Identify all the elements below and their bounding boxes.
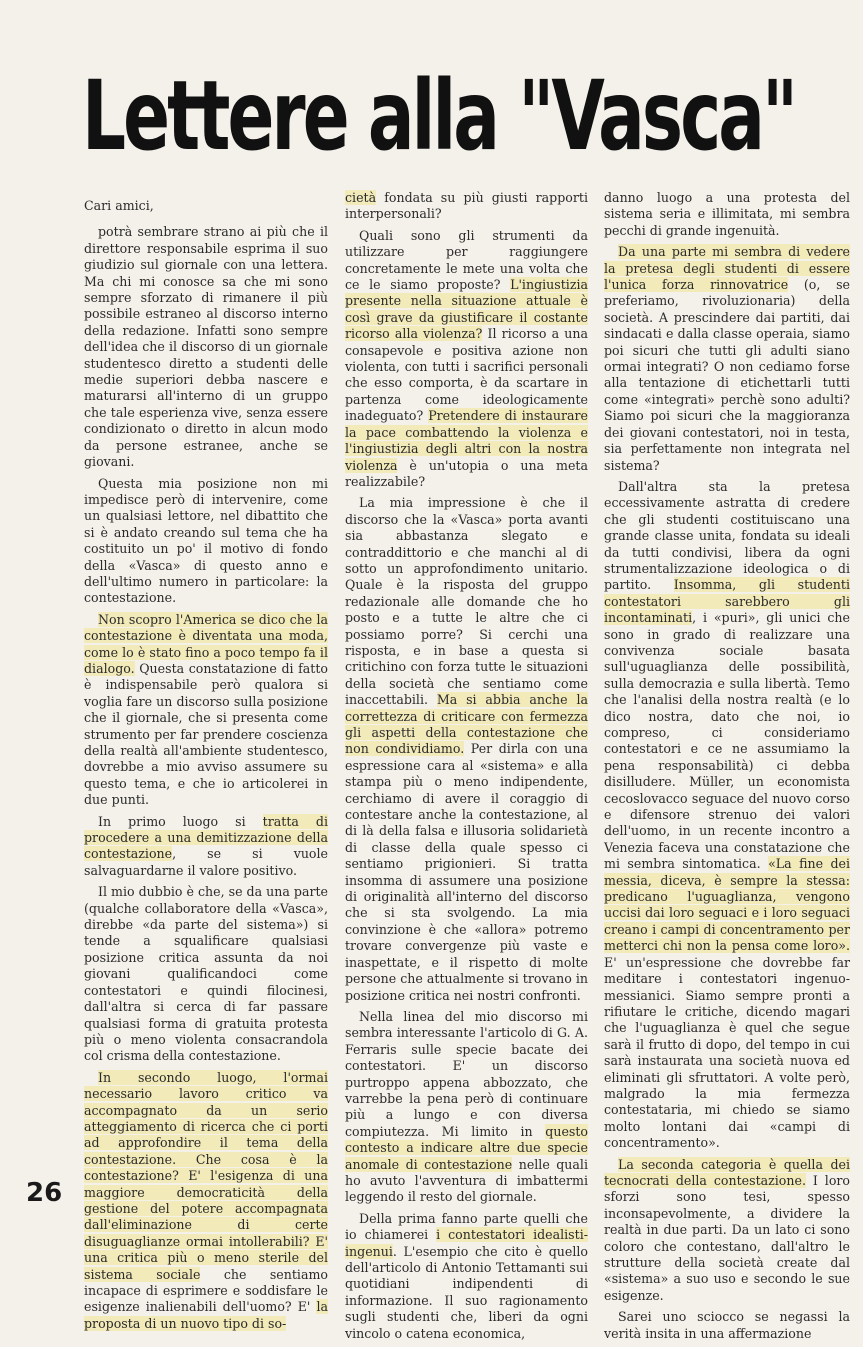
article-column-1	[84, 198, 328, 1337]
highlighted-text: «La fine dei messia, diceva, è sempre la stessa: predicano l'uguaglianza, vengono uccisi dai loro seguaci e i loro seguaci creano i campi di concentramento per metterci chi non la pensa come loro».	[604, 856, 851, 954]
highlighted-text: Non scopro l'America se dico che la contestazione è diventata una moda, come lo è stato fino a poco tempo fa il dialogo.	[84, 611, 328, 676]
highlighted-text: Insomma, gli studenti contestatori sarebbero gli incontaminati	[604, 577, 851, 626]
text-segment: , i «puri», gli unici che sono in grado di realizzare una convivenza sociale basata sull'uguaglianza delle possibilità, sulla democrazia e sulla libertà. Temo che l'analisi della nostra realtà (e lo dico nostra, dato che noi, io compreso, ci consideriamo contestatori e ce ne assumiamo la pena responsabilità) ci debba disilludere. Müller, un economista cecoslovacco seguace del nuovo corso e difensore strenuo dei valori dell'uomo, in un recente incontro a Venezia faceva una constatazione che mi sembra sintomatica.	[604, 610, 850, 872]
text-segment: che sentiamo incapace di esprimere e soddisfare le esigenze inalienabili dell'uomo? E'	[84, 1266, 328, 1315]
highlighted-text: i contestatori idealisti-ingenui	[345, 1227, 588, 1259]
text-segment: Per dirla con una espressione cara al «sistema» e alla stampa più o meno indipendente, cerchiamo di avere il coraggio di contestare anche la contestazione, al di là della falsa e illusoria solidarietà di classe della quale spesso ci sentiamo prigionieri. Si tratta insomma di assumere una posizione di originalità all'interno del discorso che si sta svolgendo. La mia convinzione è che «allora» potremo trovare convergenze più vaste e inaspettate, e il rispetto di molte persone che attualmente si trovano in posizione critica nei nostri confronti.	[345, 741, 588, 1003]
text-segment: (o, se preferiamo, rivoluzionaria) della società. A prescindere dai partiti, dai sindacati e dalla classe operaia, siamo poi sicuri che tutti gli adulti siano ormai integrati? O non cediamo forse alla tentazione di etichettarli tutti come «integrati» perchè sono adulti? Siamo poi sicuri che la maggioranza dei giovani contestatori, noi in testa, sia perfettamente non integrata nel sistema?	[604, 277, 850, 473]
text-segment: fondata su più giusti rapporti interpersonali?	[345, 190, 588, 222]
text-segment: Questa mia posizione non mi impedisce però di intervenire, come un qualsiasi lettore, nel dibattito che si è andato creando sul tema che ha costituito un po' il motivo di fondo della «Vasca» di questo anno e dell'ultimo numero in particolare: la contestazione.	[84, 475, 328, 606]
highlighted-text: la proposta di un nuovo tipo di so-	[84, 1299, 328, 1331]
paragraph	[604, 244, 850, 474]
text-segment: Dall'altra sta la pretesa eccessivamente astratta di credere che gli studenti costituiscano una grande classe unita, fondata su ideali da tutti condivisi, libera da ogni strumentalizzazione ideologica o di partito.	[604, 478, 850, 593]
text-segment: . L'esempio che cito è quello dell'articolo di Antonio Tettamanti sui quotidiani indipendenti di informazione. Il suo ragionamento sugli studenti che, liberi da ogni vincolo o catena economica,	[345, 1243, 588, 1341]
article-column-2	[345, 190, 588, 1347]
article-column-3	[604, 190, 850, 1347]
highlighted-text: tratta di procedere a una demitizzazione della contestazione	[84, 813, 329, 862]
paragraph	[84, 814, 328, 880]
paragraph	[84, 884, 328, 1064]
highlighted-text: La seconda categoria è quella dei tecnocrati della contestazione.	[604, 1156, 850, 1188]
text-segment: Nella linea del mio discorso mi sembra interessante l'articolo di G. A. Ferraris sulle specie bacate dei contestatori. E' un discorso purtroppo appena abbozzato, che varrebbe la pena però di continuare più a lungo e con diversa compiutezza. Mi limito in	[345, 1008, 588, 1139]
article-title: Lettere alla "Vasca"	[82, 60, 796, 172]
text-segment: La mia impressione è che il discorso che la «Vasca» porta avanti sia abbastanza slegato e contraddittorio e che manchi al di sotto un approfondimento unitario. Quale è la risposta del gruppo redazionale alle domande che ho posto e a tutte le altre che ci possiamo porre? Si cerchi una risposta, e in base a questa si critichino con forza tutte le situazioni della società che sentiamo come inaccettabili.	[345, 495, 588, 708]
paragraph	[345, 1211, 588, 1342]
paragraph	[604, 1157, 850, 1305]
highlighted-text: In secondo luogo, l'ormai necessario lavoro critico va accompagnato da un serio atteggiamento di ricerca che ci porti ad approfondire il tema della contestazione. Che cosa è la contestazione? E' l'esigenza di una maggiore democraticità della gestione del potere accompagnata dall'eliminazione di certe disuguaglianze ormai intollerabili? E' una critica più o meno sterile del sistema sociale	[84, 1069, 328, 1282]
text-segment: Quali sono gli strumenti da utilizzare per raggiungere concretamente le mete una volta che ce le siamo proposte?	[345, 227, 588, 293]
text-segment: nelle quali ho avuto l'avventura di imbattermi leggendo il resto del giornale.	[345, 1156, 588, 1205]
paragraph	[345, 1009, 588, 1206]
highlighted-text: cietà	[345, 190, 377, 205]
highlighted-text: Pretendere di instaurare la pace combattendo la violenza e l'ingiustizia degli altri con la nostra violenza	[345, 408, 588, 473]
paragraph	[84, 612, 328, 809]
text-segment: Cari amici,	[84, 198, 154, 213]
paragraph	[84, 1070, 328, 1333]
highlighted-text: questo contesto a indicare altre due specie anomale di contestazione	[345, 1123, 588, 1172]
page-number: 26	[26, 1178, 63, 1208]
text-segment: , se si vuole salvaguardarne il valore positivo.	[84, 846, 328, 878]
highlighted-text: Da una parte mi sembra di vedere la pretesa degli studenti di essere l'unica forza rinnovatrice	[604, 244, 850, 293]
text-segment: Questa constatazione di fatto è indispensabile però qualora si voglia fare un discorso sulla posizione che il giornale, che si presenta come strumento per far prendere coscienza della realtà all'ambiente studentesco, dovrebbe a mio avviso assumere su questo tema, e che io articolerei in due punti.	[84, 660, 328, 808]
salutation	[84, 198, 328, 214]
text-segment: Il ricorso a una consapevole e positiva azione non violenta, con tutti i sacrifici personali che esso comporta, è da scartare in partenza come ideologicamente inadeguato?	[345, 326, 588, 424]
highlighted-text: L'ingiustizia presente nella situazione attuale è così grave da giustificare il costante ricorso alla violenza?	[345, 277, 588, 342]
text-segment: danno luogo a una protesta del sistema seria e illimitata, mi sembra pecchi di grande ingenuità.	[604, 190, 850, 238]
paragraph	[345, 228, 588, 491]
highlighted-text: Ma si abbia anche la correttezza di criticare con fermezza gli aspetti della contestazione che non condividiamo.	[345, 692, 588, 757]
paragraph	[345, 495, 588, 1004]
text-segment: è un'utopia o una meta realizzabile?	[345, 457, 588, 489]
paragraph	[84, 224, 328, 470]
text-segment: In primo luogo si	[98, 813, 263, 829]
text-segment: E' un'espressione che dovrebbe far meditare i contestatori ingenuo-messianici. Siamo sempre pronti a rifiutare le critiche, dicendo magari che l'uguaglianza è quel che segue sarà il frutto di dopo, del tempo in cui sarà instaurata una società nuova ed eliminati gli sfruttatori. A volte però, malgrado la mia fermezza contestataria, mi chiedo se siamo molto lontani dai «campi di concentramento».	[604, 954, 850, 1151]
paragraph	[84, 476, 328, 607]
paragraph	[604, 190, 850, 239]
text-segment: I loro sforzi sono tesi, spesso inconsapevolmente, a dividere la realtà in due parti. Da un lato ci sono coloro che contestano, dall'altro le strutture della società create dal «sistema» a suo uso e secondo le sue esigenze.	[604, 1172, 850, 1303]
text-segment: Della prima fanno parte quelli che io chiamerei	[345, 1210, 588, 1243]
text-segment: Il mio dubbio è che, se da una parte (qualche collaboratore della «Vasca», direbbe «da parte del sistema») si tende a squalificare qualsiasi posizione critica assunta da noi giovani qualificandoci come contestatori e quindi filocinesi, dall'altra si cerca di far passare qualsiasi forma di gratuita protesta più o meno violenta consacrandola col crisma della contestazione.	[84, 884, 328, 1064]
paragraph	[604, 1309, 850, 1342]
text-segment: Sarei uno sciocco se negassi la verità insita in una affermazione	[604, 1309, 850, 1341]
paragraph	[604, 479, 850, 1152]
paragraph	[345, 190, 588, 223]
text-segment: potrà sembrare strano ai più che il direttore responsabile esprima il suo giudizio sul giornale con una lettera. Ma chi mi conosce sa che mi sono sempre sforzato di rimanere il più possibile estraneo al discorso interno della redazione. Infatti sono sempre dell'idea che il discorso di un giornale studentesco diretto a studenti delle medie superiori debba nascere e maturarsi all'interno di un gruppo che tale esperienza vive, senza essere condizionato o diretto in alcun modo da persone estranee, anche se giovani.	[84, 224, 328, 470]
